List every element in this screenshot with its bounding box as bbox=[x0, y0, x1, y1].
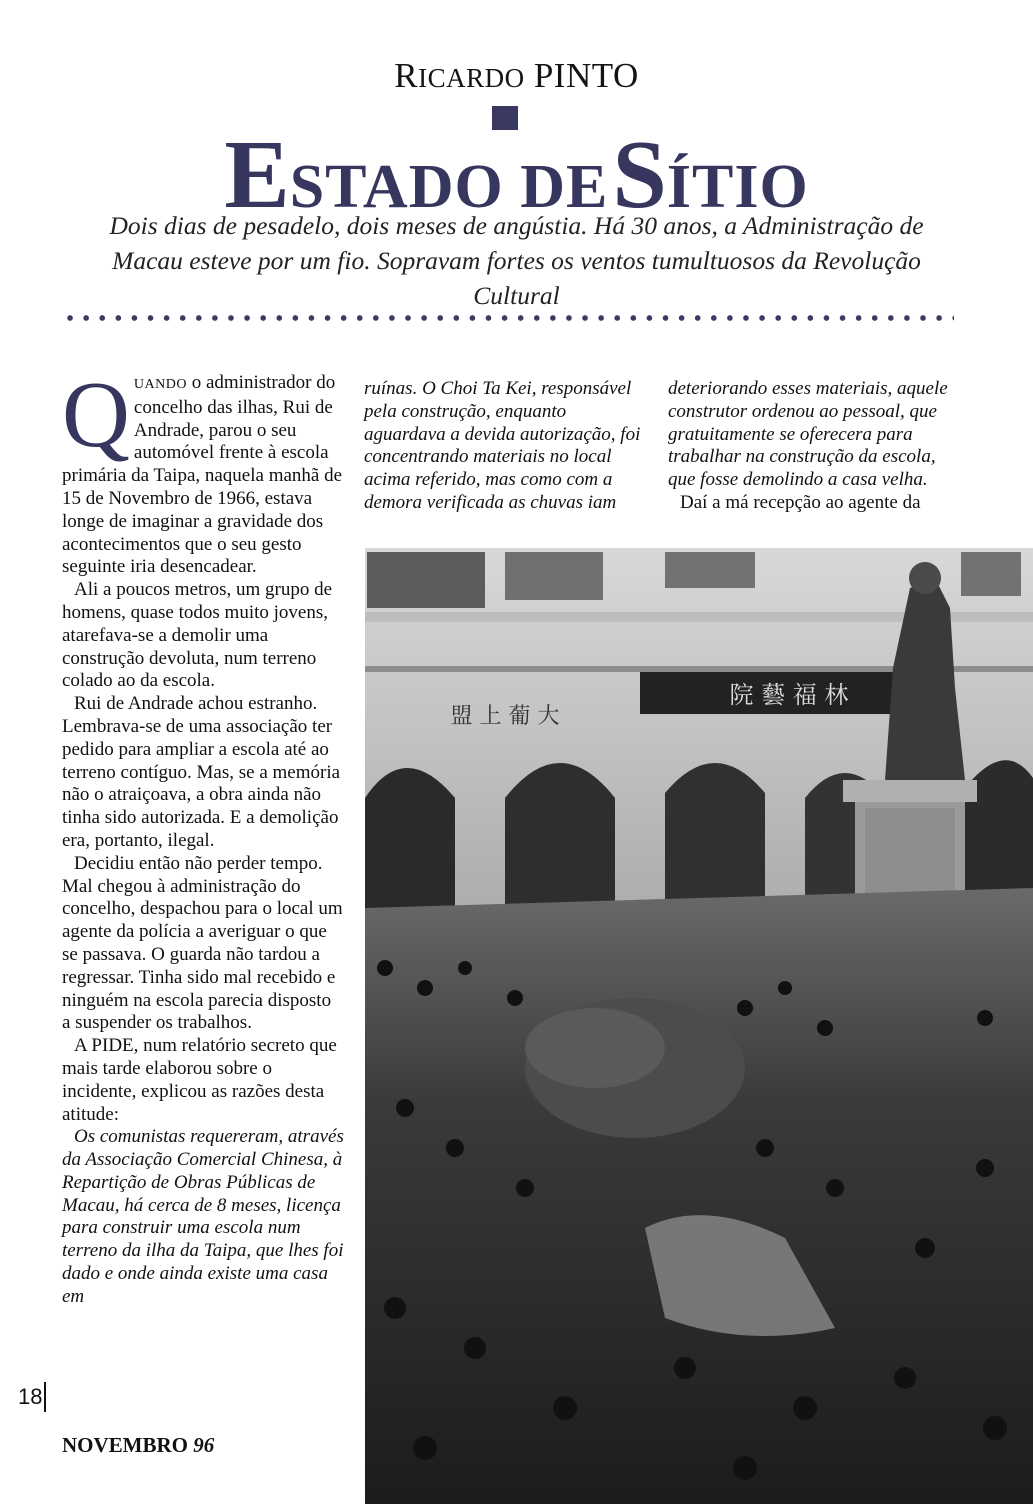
paragraph: Ali a poucos metros, um grupo de homens, quase todos muito jovens, atarefava-se a demolir uma construção devoluta, num terreno colado ao da escola. bbox=[62, 579, 333, 692]
paragraph-text: o administrador do concelho das ilhas, Rui de Andrade, parou o seu automóvel frente à escola primária da Taipa, naquela manhã de 15 de Novembro de 1966, estava longe de imaginar a gravidade dos acontecimentos que o seu gesto seguinte iria desencadear. bbox=[62, 372, 343, 578]
text-column-1 bbox=[62, 363, 344, 1309]
dotted-rule bbox=[62, 312, 954, 324]
paragraph: A PIDE, num relatório secreto que mais tarde elaborou sobre o incidente, explicou as razões desta atitude: bbox=[62, 1035, 337, 1125]
lead-in: UANDO bbox=[133, 377, 187, 392]
article-title: ESTADO DE SÍTIO bbox=[224, 121, 809, 229]
page-number-rule bbox=[44, 1382, 46, 1412]
sign-left-text: 盟 上 葡 大 bbox=[450, 704, 560, 729]
article-subtitle: Dois dias de pesadelo, dois meses de angústia. Há 30 anos, a Administração de Macau esteve por um fio. Sopravam fortes os ventos tumultuosos da Revolução Cultural bbox=[109, 211, 924, 310]
quote-paragraph: ruínas. O Choi Ta Kei, responsável pela construção, enquanto aguardava a devida autorização, foi concentrando materiais no local acima referido, mas como com a demora verificada as chuvas iam bbox=[364, 378, 641, 513]
issue-date: NOVEMBRO 96 bbox=[62, 1433, 215, 1457]
quote-paragraph: deteriorando esses materiais, aquele construtor ordenou ao pessoal, que gratuitamente se oferecera para trabalhar na construção da escola, que fosse demolindo a casa velha. bbox=[668, 378, 948, 491]
text-column-2 bbox=[364, 378, 646, 515]
text-column-3 bbox=[668, 378, 958, 515]
paragraph: Decidiu então não perder tempo. Mal chegou à administração do concelho, despachou para o local um agente da polícia a averiguar o que se passava. O guarda não tardou a regressar. Tinha sido mal recebido e ninguém na escola parecia disposto a suspender os trabalhos. bbox=[62, 852, 343, 1034]
sign-right-text: 院 藝 福 林 bbox=[729, 681, 849, 709]
quote-paragraph: Os comunistas requereram, através da Associação Comercial Chinesa, à Repartição de Obras Públicas de Macau, há cerca de 8 meses, licença para construir uma escola num terreno da ilha da Taipa, que lhes foi dado e onde ainda existe uma casa em bbox=[62, 1126, 344, 1307]
page-number: 18 bbox=[18, 1384, 43, 1409]
paragraph: Daí a má recepção ao agente da bbox=[680, 491, 921, 513]
crowd-photo bbox=[365, 548, 1033, 1504]
opening-paragraph bbox=[62, 363, 344, 579]
drop-cap: Q bbox=[62, 363, 130, 467]
author-byline: RICARDO PINTO bbox=[394, 56, 639, 95]
paragraph: Rui de Andrade achou estranho. Lembrava-se de uma associação ter pedido para ampliar a escola até ao terreno contíguo. Mas, se a memória não o atraiçoava, a obra ainda não tinha sido autorizada. E a demolição era, portanto, ilegal. bbox=[62, 693, 341, 851]
